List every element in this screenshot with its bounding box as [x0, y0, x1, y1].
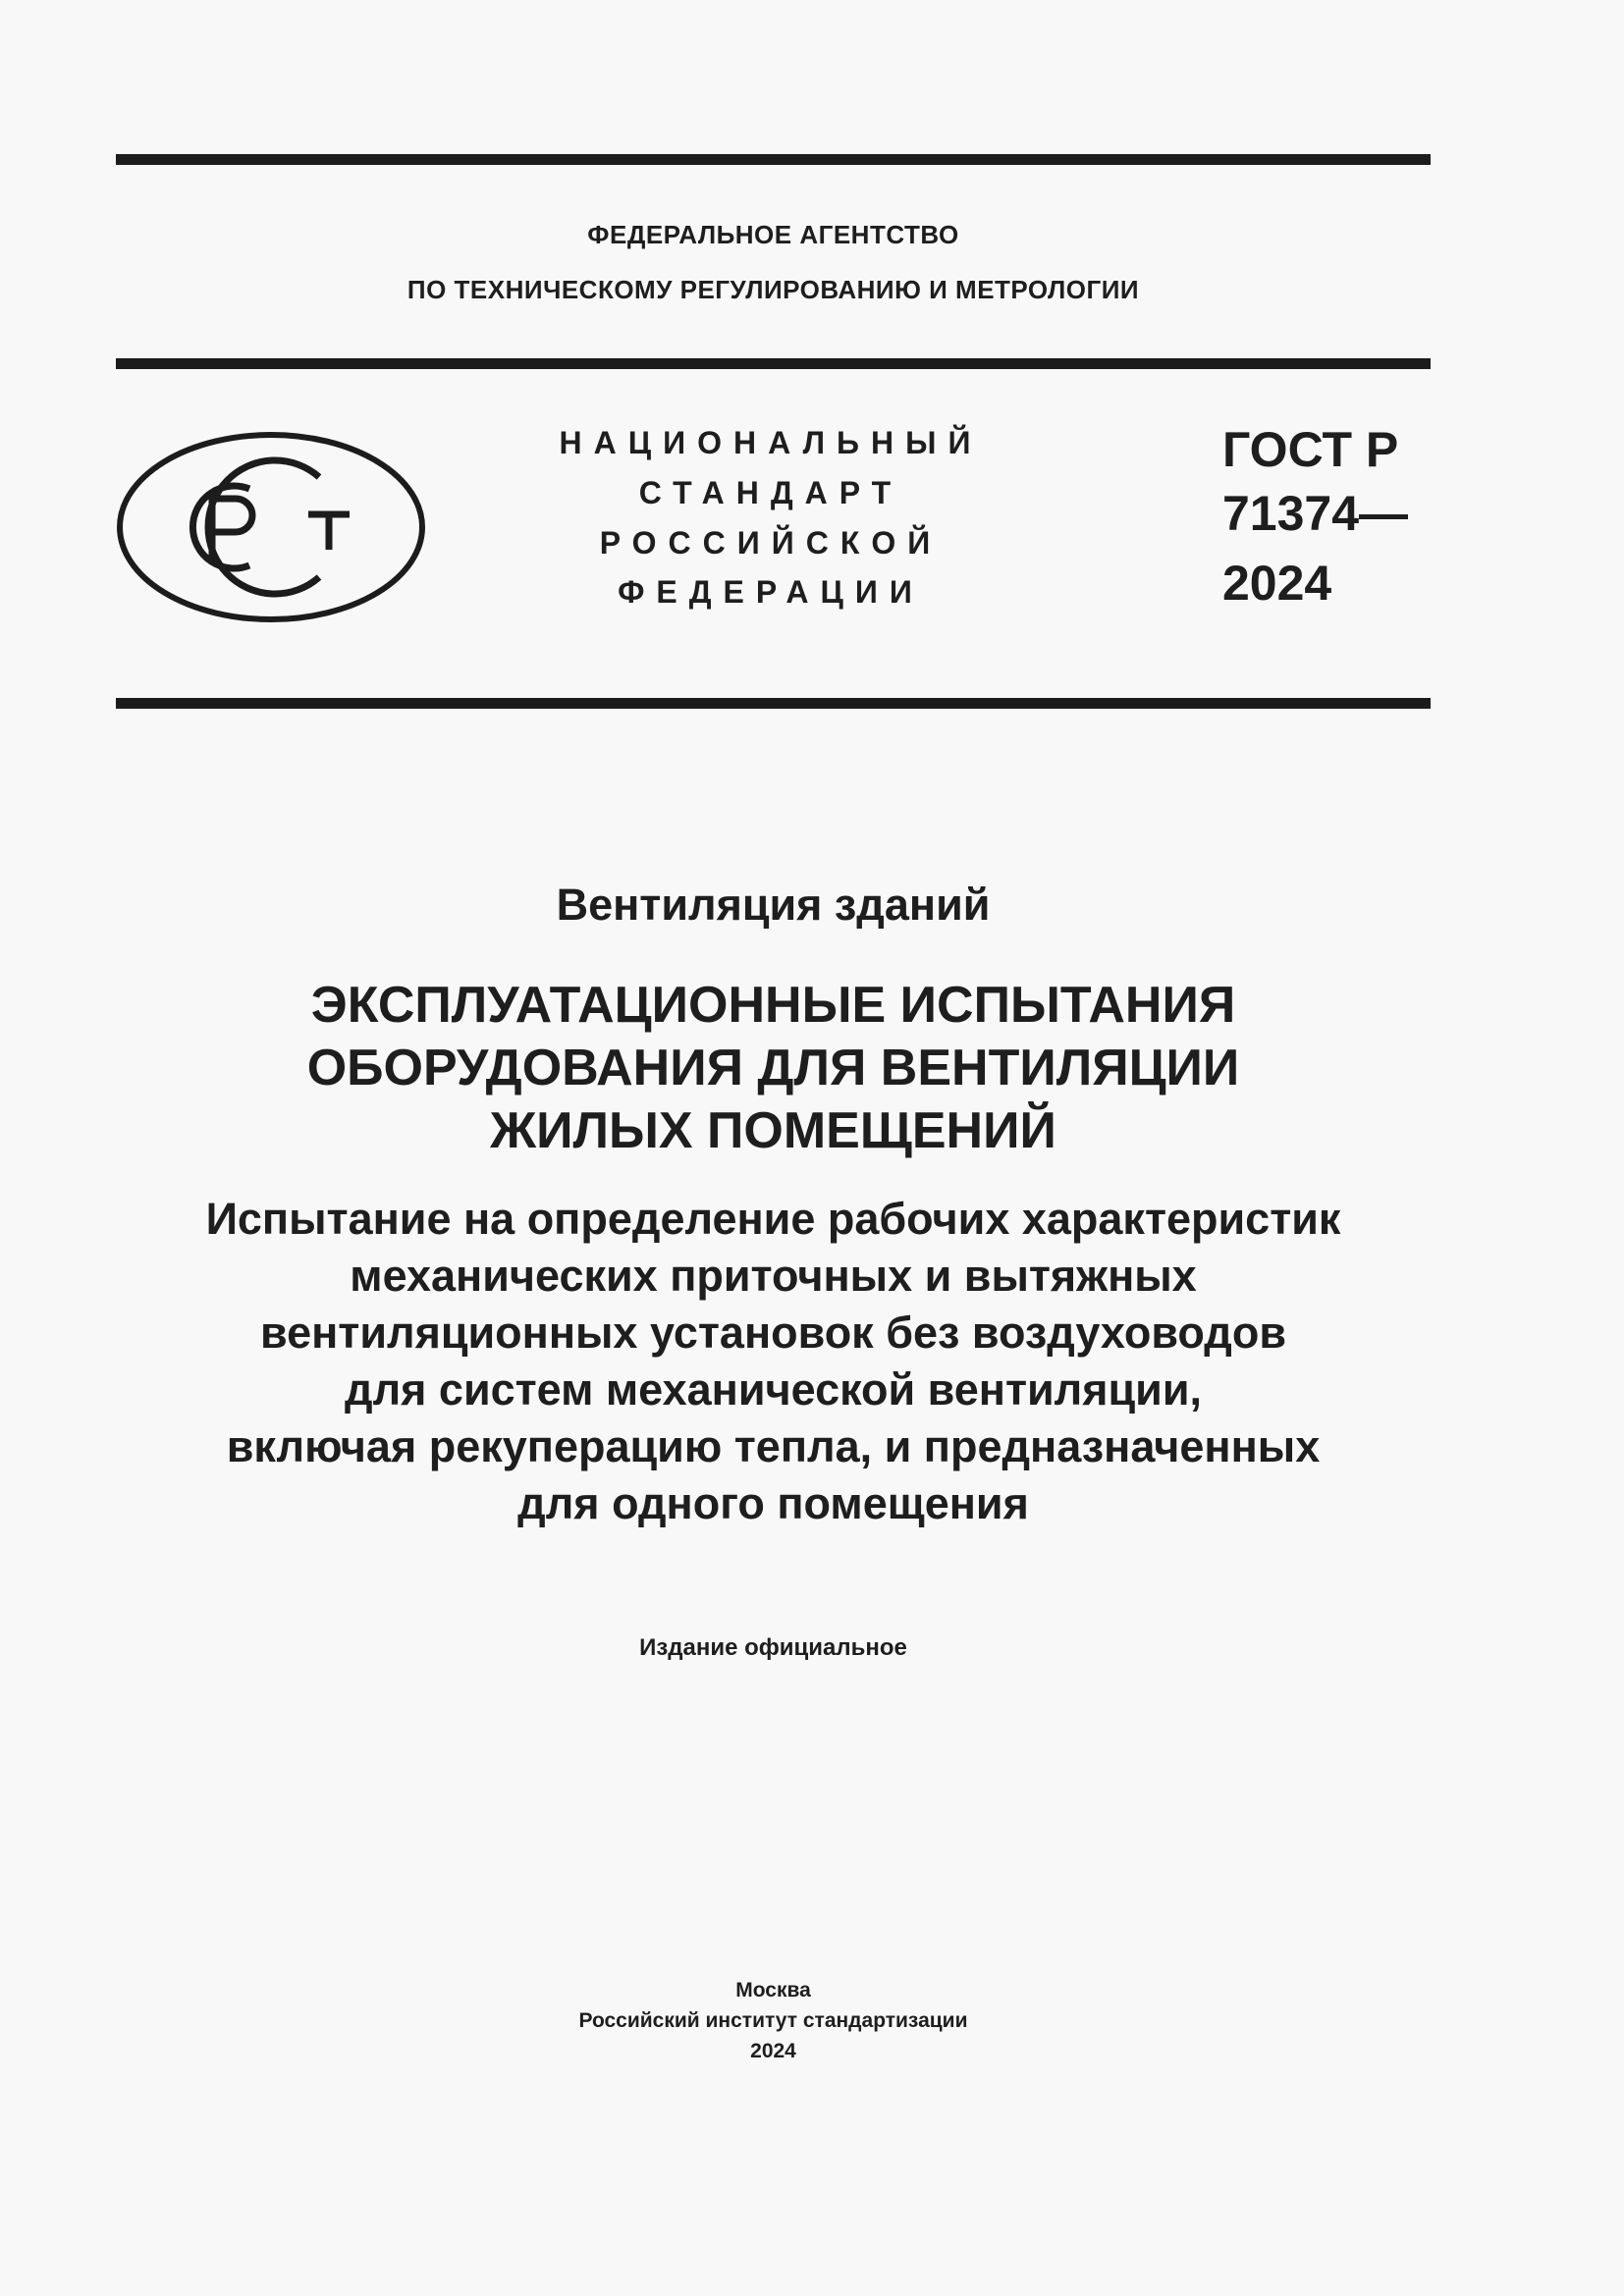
subtitle-line: Испытание на определение рабочих характеристик — [205, 1194, 1341, 1244]
national-standard-line-4: ФЕДЕРАЦИИ — [618, 574, 924, 610]
subtitle-line: механических приточных и вытяжных — [350, 1251, 1197, 1301]
imprint-city: Москва — [735, 1979, 811, 2002]
agency-name-line-2: ПО ТЕХНИЧЕСКОМУ РЕГУЛИРОВАНИЮ И МЕТРОЛОГИИ — [406, 275, 1140, 304]
national-standard-line-3: РОССИЙСКОЙ — [599, 525, 943, 561]
imprint-year: 2024 — [750, 2040, 796, 2062]
main-title-line: ЭКСПЛУАТАЦИОННЫЕ ИСПЫТАНИЯ — [310, 977, 1236, 1034]
main-title-line: ЖИЛЫХ ПОМЕЩЕНИЙ — [490, 1102, 1056, 1159]
subtitle-line: для систем механической вентиляции, — [345, 1364, 1202, 1415]
standard-designation-line-1: ГОСТ Р — [1222, 422, 1399, 477]
agency-name-line-1: ФЕДЕРАЛЬНОЕ АГЕНТСТВО — [587, 220, 959, 249]
national-standard-line-1: НАЦИОНАЛЬНЫЙ — [559, 425, 983, 460]
standard-designation-line-2: 71374— — [1222, 486, 1409, 541]
subtitle-line: для одного помещения — [517, 1478, 1029, 1528]
imprint-publisher: Российский институт стандартизации — [578, 2009, 968, 2032]
national-standard-line-2: СТАНДАРТ — [638, 475, 903, 510]
edition-label: Издание официальное — [639, 1634, 907, 1661]
main-title-line: ОБОРУДОВАНИЯ ДЛЯ ВЕНТИЛЯЦИИ — [306, 1040, 1240, 1096]
rst-conformity-mark-icon — [116, 430, 426, 624]
imprint — [116, 1975, 1431, 2066]
header-rule — [116, 358, 1431, 369]
document-subject: Вентиляция зданий — [556, 880, 991, 930]
top-rule — [116, 154, 1431, 165]
subtitle-line: включая рекуперацию тепла, и предназначенных — [226, 1421, 1321, 1471]
standard-designation-line-3: 2024 — [1222, 556, 1332, 611]
standard-rule — [116, 698, 1431, 709]
main-title — [116, 974, 1431, 1162]
subtitle-line: вентиляционных установок без воздуховодов — [260, 1308, 1286, 1358]
subtitle — [116, 1191, 1431, 1532]
